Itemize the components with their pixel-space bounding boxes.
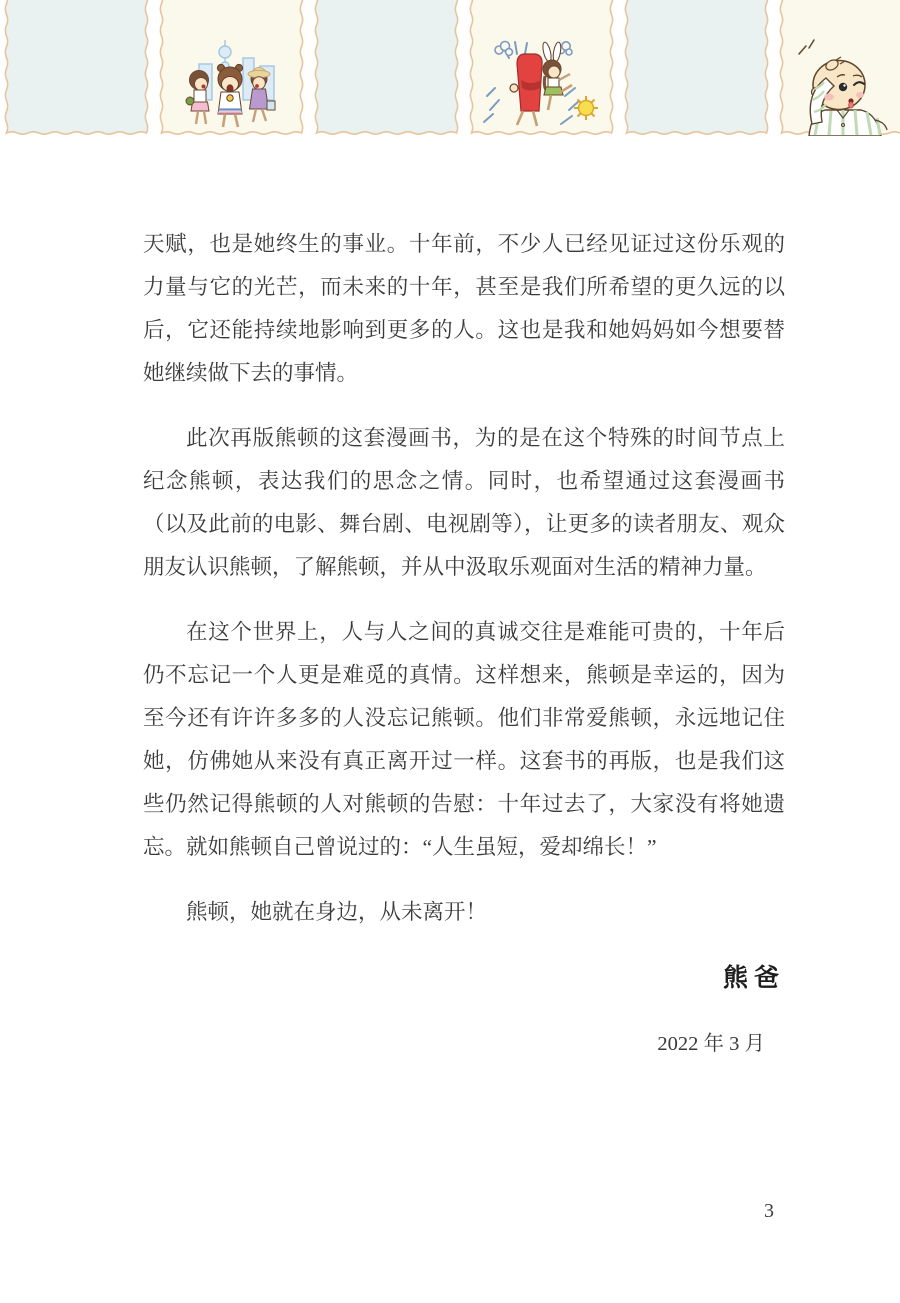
- paragraph: 熊顿，她就在身边，从未离开！: [186, 900, 488, 924]
- decorative-header: [4, 0, 900, 136]
- header-card: [469, 0, 614, 136]
- signature: 熊爸: [722, 965, 785, 992]
- header-card: [314, 0, 459, 136]
- paragraph: 此次再版熊顿的这套漫画书，为的是在这个特殊的时间节点上纪念熊顿，表达我们的思念之情。同时，也希望通过这套漫画书（以及此前的电影、舞台剧、电视剧等），让更多的读者朋友、观众朋友认识熊顿，了解熊顿，并从中汲取乐观面对生活的精神力量。: [143, 426, 785, 579]
- header-card: [779, 0, 900, 136]
- page-number: 3: [764, 1200, 774, 1222]
- sun-icon: [574, 96, 598, 120]
- header-card: [159, 0, 304, 136]
- header-card: [4, 0, 149, 136]
- paragraph: 在这个世界上，人与人之间的真诚交往是难能可贵的，十年后仍不忘记一个人更是难觅的真情。这样想来，熊顿是幸运的，因为至今还有许许多多的人没忘记熊顿。他们非常爱熊顿，永远地记住她，仿佛她从来没有真正离开过一样。这套书的再版，也是我们这些仍然记得熊顿的人对熊顿的告慰：十年过去了，大家没有将她遗忘。就如熊顿自己曾说过的：“人生虽短，爱却绵长！”: [143, 620, 785, 859]
- signature-date: 2022 年 3 月: [657, 1033, 765, 1055]
- page-text: [143, 223, 785, 1086]
- header-card: [624, 0, 769, 136]
- paragraph: 天赋，也是她终生的事业。十年前，不少人已经见证过这份乐观的力量与它的光芒，而未来的十年，甚至是我们所希望的更久远的以后，它还能持续地影响到更多的人。这也是我和她妈妈如今想要替她继续做下去的事情。: [143, 232, 785, 385]
